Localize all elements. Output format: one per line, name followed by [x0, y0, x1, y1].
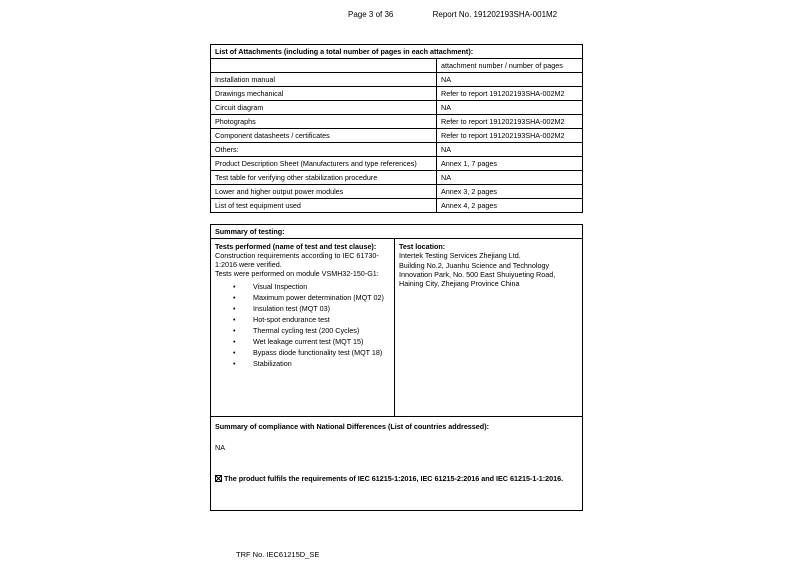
attachment-value: NA: [437, 143, 583, 157]
attachment-item: Product Description Sheet (Manufacturers and type references): [211, 157, 437, 171]
table-row: [211, 73, 583, 87]
list-item: • Visual Inspection: [253, 281, 390, 292]
attachment-value: Refer to report 191202193SHA-002M2: [437, 129, 583, 143]
attachment-item: Photographs: [211, 115, 437, 129]
tests-intro-module: Tests were performed on module VSMH32-150-G1:: [215, 269, 379, 278]
table-row: [211, 157, 583, 171]
compliance-row: [211, 417, 583, 511]
location-name: Intertek Testing Services Zhejiang Ltd.: [399, 251, 521, 260]
attachment-item: Others:: [211, 143, 437, 157]
attachment-item: Drawings mechanical: [211, 87, 437, 101]
summary-title-row: [211, 225, 583, 239]
table-row: [211, 185, 583, 199]
attachment-item: Installation manual: [211, 73, 437, 87]
list-item: • Insulation test (MQT 03): [253, 303, 390, 314]
attachment-value: NA: [437, 171, 583, 185]
summary-title: Summary of testing:: [211, 225, 583, 239]
table-row: [211, 143, 583, 157]
attachment-value: Refer to report 191202193SHA-002M2: [437, 87, 583, 101]
attachments-column-header: attachment number / number of pages: [437, 59, 583, 73]
compliance-statement: The product fulfils the requirements of IEC 61215-1:2016, IEC 61215-2:2016 and IEC 61215-1-1:2016.: [224, 474, 564, 483]
attachments-title-row: [211, 45, 583, 59]
table-row: [211, 199, 583, 213]
list-item: • Wet leakage current test (MQT 15): [253, 336, 390, 347]
location-header: Test location:: [399, 242, 446, 251]
summary-table: [210, 224, 583, 511]
tests-intro-construction: Construction requirements according to IEC 61730-1:2016 were verified.: [215, 251, 379, 269]
table-row: [211, 115, 583, 129]
location-address: Building No.2, Juanhu Science and Technology Innovation Park, No. 500 East Shuiyueting Road, Haining City, Zhejiang Province China: [399, 261, 556, 288]
list-item: • Hot-spot endurance test: [253, 314, 390, 325]
list-item: • Thermal cycling test (200 Cycles): [253, 325, 390, 336]
table-row: [211, 171, 583, 185]
attachment-value: NA: [437, 101, 583, 115]
attachment-value: Annex 1, 7 pages: [437, 157, 583, 171]
page-number: Page 3 of 36: [348, 10, 394, 19]
tests-list: [215, 281, 390, 369]
table-row: [211, 129, 583, 143]
checked-box-icon: [215, 475, 222, 482]
attachment-value: Refer to report 191202193SHA-002M2: [437, 115, 583, 129]
attachment-item: Circuit diagram: [211, 101, 437, 115]
attachments-title: List of Attachments (including a total number of pages in each attachment):: [211, 45, 583, 59]
compliance-value: NA: [215, 443, 225, 452]
attachment-item: Lower and higher output power modules: [211, 185, 437, 199]
attachment-value: NA: [437, 73, 583, 87]
tests-header: Tests performed (name of test and test clause):: [215, 242, 377, 251]
list-item: • Maximum power determination (MQT 02): [253, 292, 390, 303]
attachments-header-row: [211, 59, 583, 73]
attachments-table: [210, 44, 583, 213]
table-row: [211, 87, 583, 101]
tests-performed-cell: [211, 239, 395, 417]
attachment-value: Annex 3, 2 pages: [437, 185, 583, 199]
attachment-value: Annex 4, 2 pages: [437, 199, 583, 213]
summary-body-row: [211, 239, 583, 417]
compliance-statement-row: [215, 474, 578, 483]
report-number: Report No. 191202193SHA-001M2: [432, 10, 558, 19]
attachment-item: List of test equipment used: [211, 199, 437, 213]
list-item: • Stabilization: [253, 358, 390, 369]
compliance-cell: [211, 417, 583, 511]
page-header: [348, 10, 557, 19]
compliance-title: Summary of compliance with National Differences (List of countries addressed):: [215, 422, 489, 431]
test-location-cell: [395, 239, 583, 417]
table-row: [211, 101, 583, 115]
list-item: • Bypass diode functionality test (MQT 18): [253, 347, 390, 358]
trf-number: TRF No. IEC61215D_SE: [236, 550, 320, 559]
attachment-item: Component datasheets / certificates: [211, 129, 437, 143]
attachment-item: Test table for verifying other stabilization procedure: [211, 171, 437, 185]
